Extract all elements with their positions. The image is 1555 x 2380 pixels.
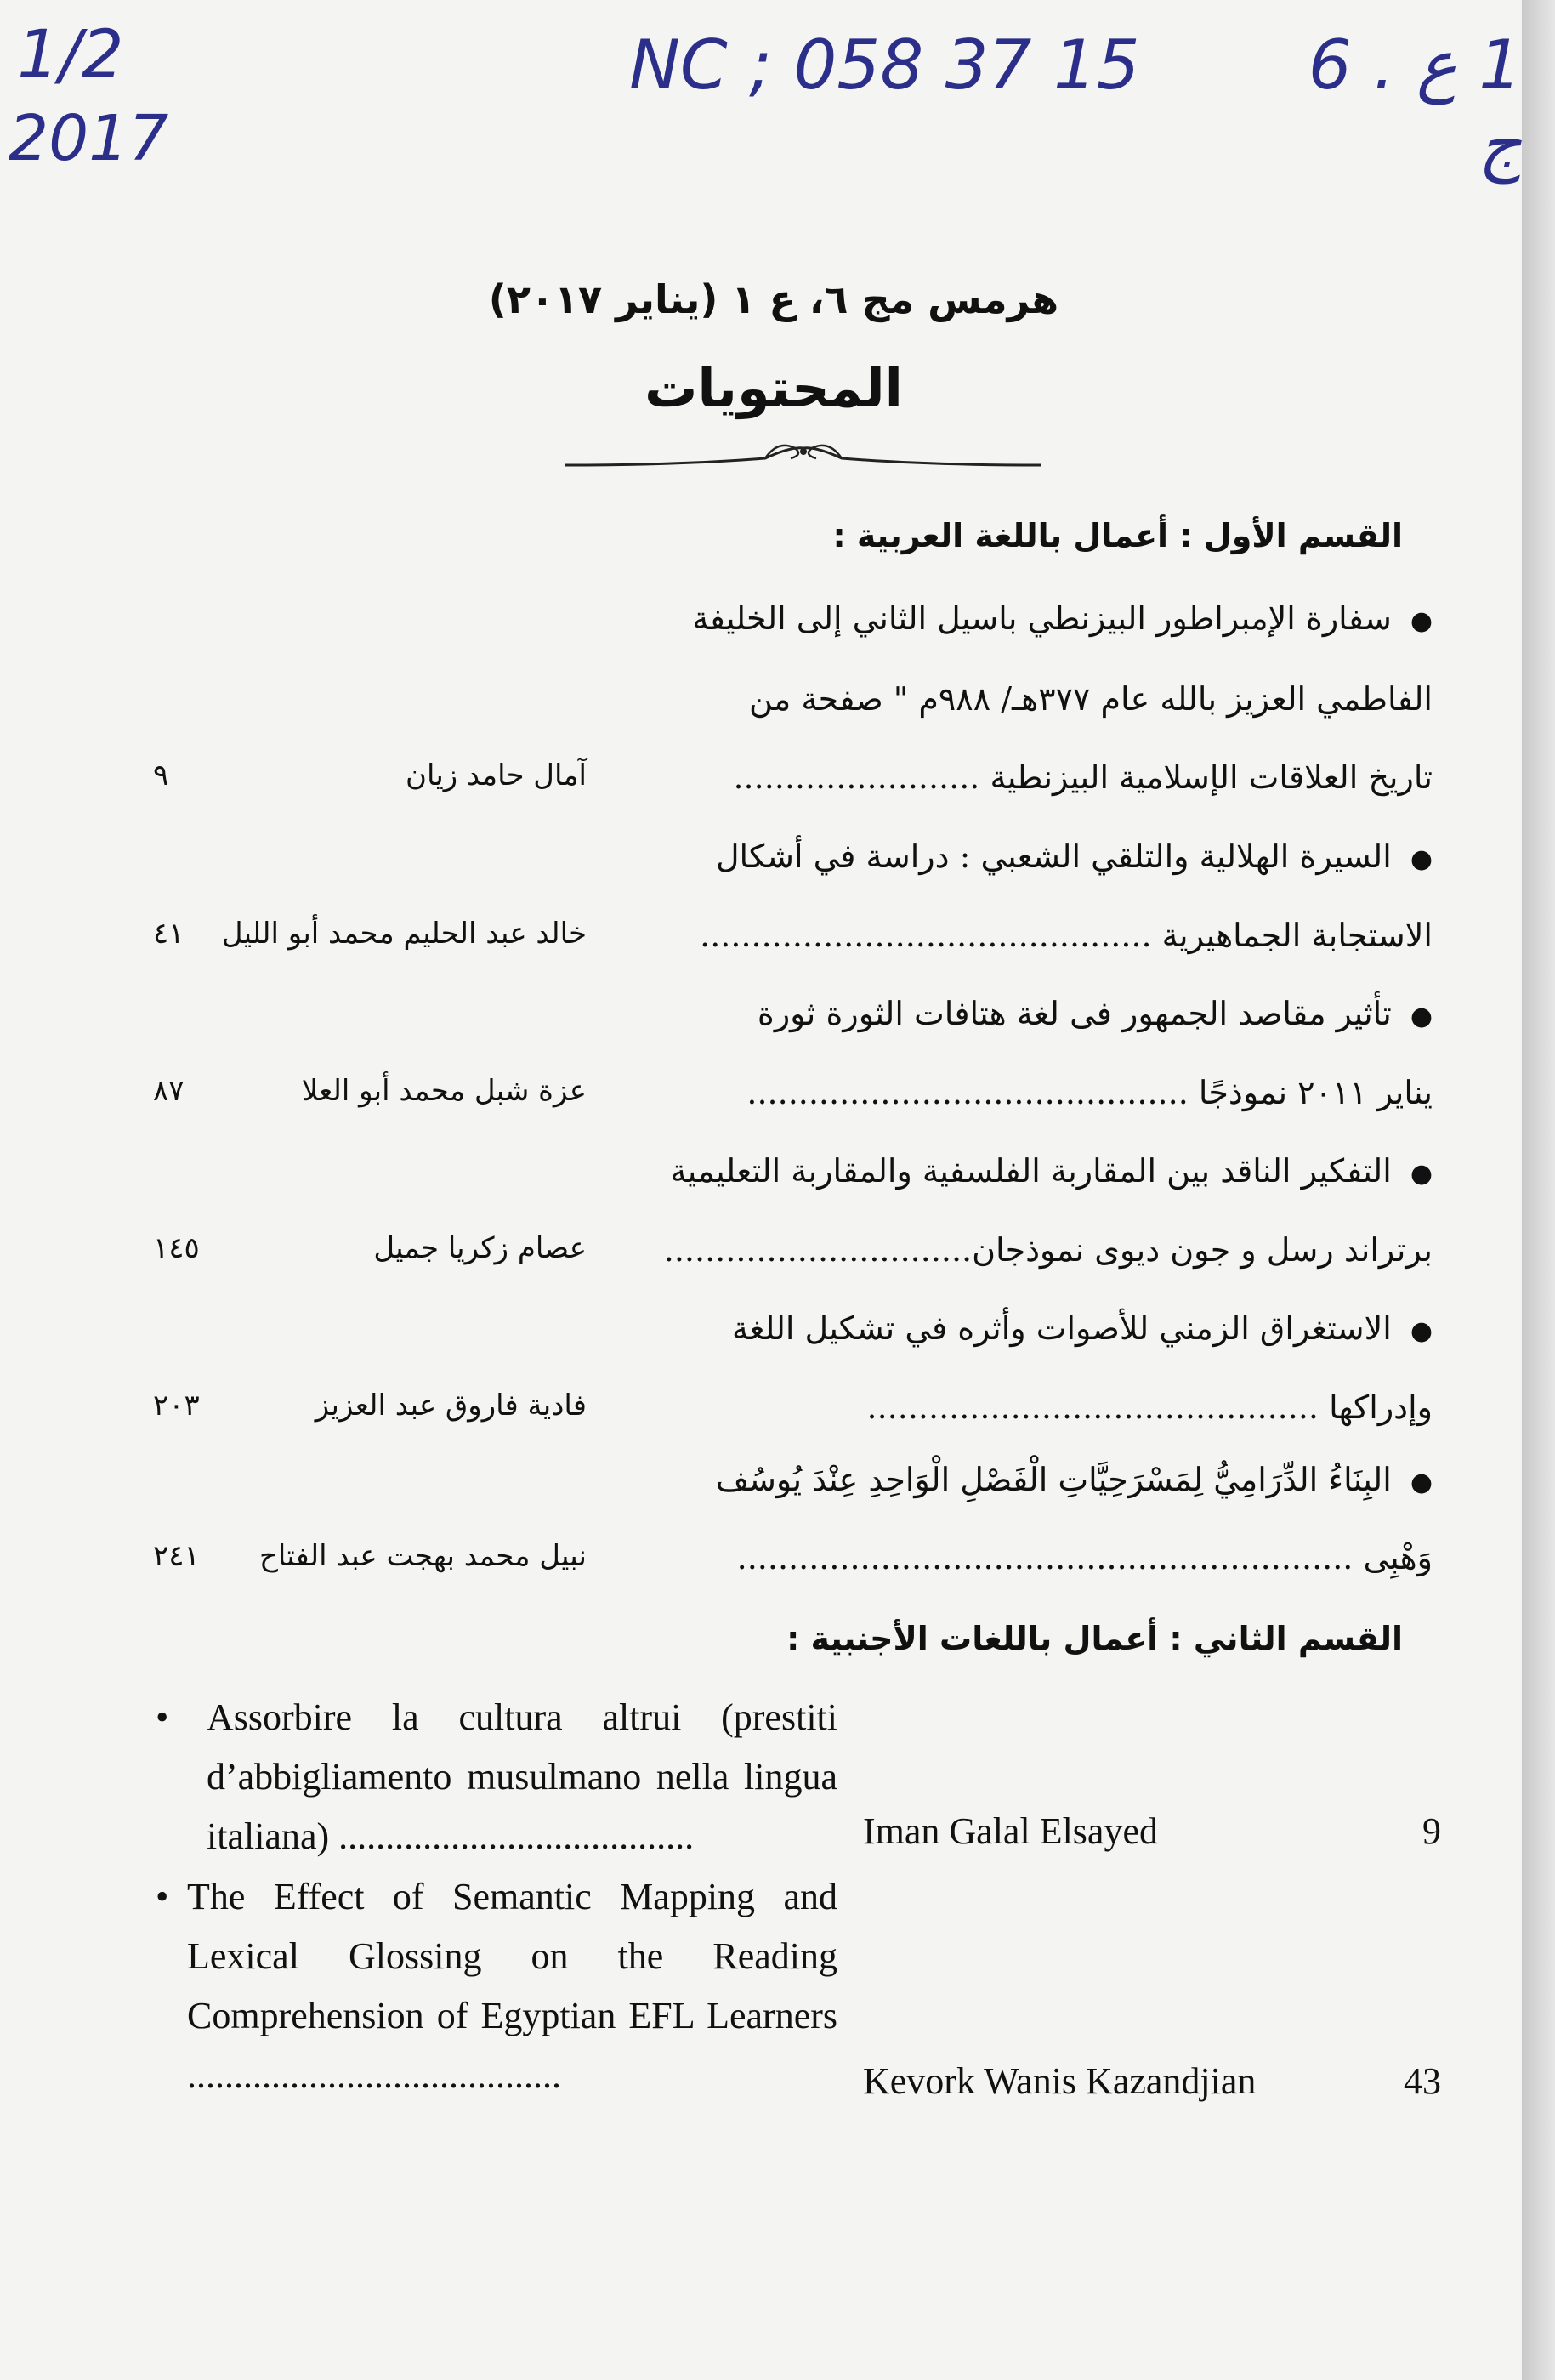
- toc-entry-title-line: وإدراكها ............................................: [866, 1389, 1433, 1426]
- toc-entry-title-line: ●الاستغراق الزمني للأصوات وأثره في تشكيل اللغة: [732, 1309, 1433, 1347]
- section-heading-foreign: القسم الثاني : أعمال باللغات الأجنبية :: [786, 1620, 1403, 1657]
- toc-entry-title: • Assorbire la cultura altrui (prestiti d’abbigliamento musulmano nella lingua italiana) ......................................: [157, 1688, 837, 1866]
- toc-entry-author: عزة شبل محمد أبو العلا: [301, 1074, 587, 1108]
- toc-entry-page: ٢٠٣: [153, 1389, 200, 1423]
- toc-entry-author: خالد عبد الحليم محمد أبو الليل: [221, 917, 587, 951]
- toc-entry-page: ٩: [153, 758, 169, 792]
- section-heading-arabic: القسم الأول : أعمال باللغة العربية :: [832, 517, 1403, 554]
- ornament-divider: [561, 429, 1046, 480]
- toc-entry-title-line: وَهْبِى ............................................................: [736, 1539, 1433, 1576]
- adjacent-page-edge: [1522, 0, 1555, 2380]
- toc-entry-title-line: برتراند رسل و جون ديوى نموذجان..............................: [663, 1231, 1433, 1269]
- toc-entry-page: ٨٧: [153, 1074, 184, 1108]
- toc-entry-author: عصام زكريا جميل: [373, 1231, 587, 1265]
- toc-entry-title-line: ●تأثير مقاصد الجمهور فى لغة هتافات الثورة ثورة: [757, 995, 1433, 1032]
- toc-entry-page: ٢٤١: [153, 1539, 200, 1573]
- toc-entry-title-line: الاستجابة الجماهيرية ............................................: [700, 917, 1433, 954]
- handwritten-note-top-left: 1/2: [17, 17, 124, 94]
- toc-entry-title-line: ●التفكير الناقد بين المقاربة الفلسفية والمقاربة التعليمية: [670, 1152, 1433, 1190]
- toc-entry-page: ١٤٥: [153, 1231, 200, 1265]
- toc-entry-author: Iman Galal Elsayed: [863, 1810, 1158, 1852]
- toc-entry-title-line: تاريخ العلاقات الإسلامية البيزنطية ........................: [733, 758, 1433, 796]
- toc-entry-title-line: ●السيرة الهلالية والتلقي الشعبي : دراسة في أشكال: [715, 838, 1433, 875]
- toc-entry-title-line: ●البِنَاءُ الدِّرَامِيُّ لِمَسْرَحِيَّاتِ الْفَصْلِ الْوَاحِدِ عِنْدَ يُوسُف: [715, 1461, 1433, 1498]
- toc-entry-author: آمال حامد زيان: [406, 758, 587, 792]
- handwritten-volume-note: 1 ع . 6 ج: [1308, 26, 1522, 184]
- toc-entry-title: • The Effect of Semantic Mapping and Lexical Glossing on the Reading Comprehension of Egyptian EFL Learners ........................................: [157, 1867, 837, 2105]
- toc-entry-title-line: ●سفارة الإمبراطور البيزنطي باسيل الثاني إلى الخليفة: [692, 599, 1433, 637]
- page-title: المحتويات: [644, 357, 903, 419]
- bullet-icon: •: [156, 1696, 169, 1738]
- toc-entry-title-line: يناير ٢٠١١ نموذجًا ...........................................: [746, 1074, 1433, 1111]
- toc-entry-title-line: الفاطمي العزيز بالله عام ٣٧٧هـ/ ٩٨٨م " صفحة من: [748, 680, 1433, 718]
- journal-issue-line: هرمس مج ٦، ع ١ (يناير ٢٠١٧): [488, 276, 1059, 322]
- handwritten-catalog-number: NC ; 058 37 15: [629, 26, 1140, 105]
- toc-entry-page: 43: [1404, 2060, 1441, 2102]
- toc-entry-page: 9: [1422, 1810, 1441, 1852]
- toc-entry-author: فادية فاروق عبد العزيز: [315, 1389, 587, 1423]
- toc-entry-author: نبيل محمد بهجت عبد الفتاح: [258, 1539, 587, 1573]
- handwritten-year: 2017: [9, 102, 169, 175]
- toc-entry-page: ٤١: [153, 917, 184, 951]
- bullet-icon: •: [156, 1876, 169, 1917]
- toc-entry-author: Kevork Wanis Kazandjian: [863, 2060, 1257, 2102]
